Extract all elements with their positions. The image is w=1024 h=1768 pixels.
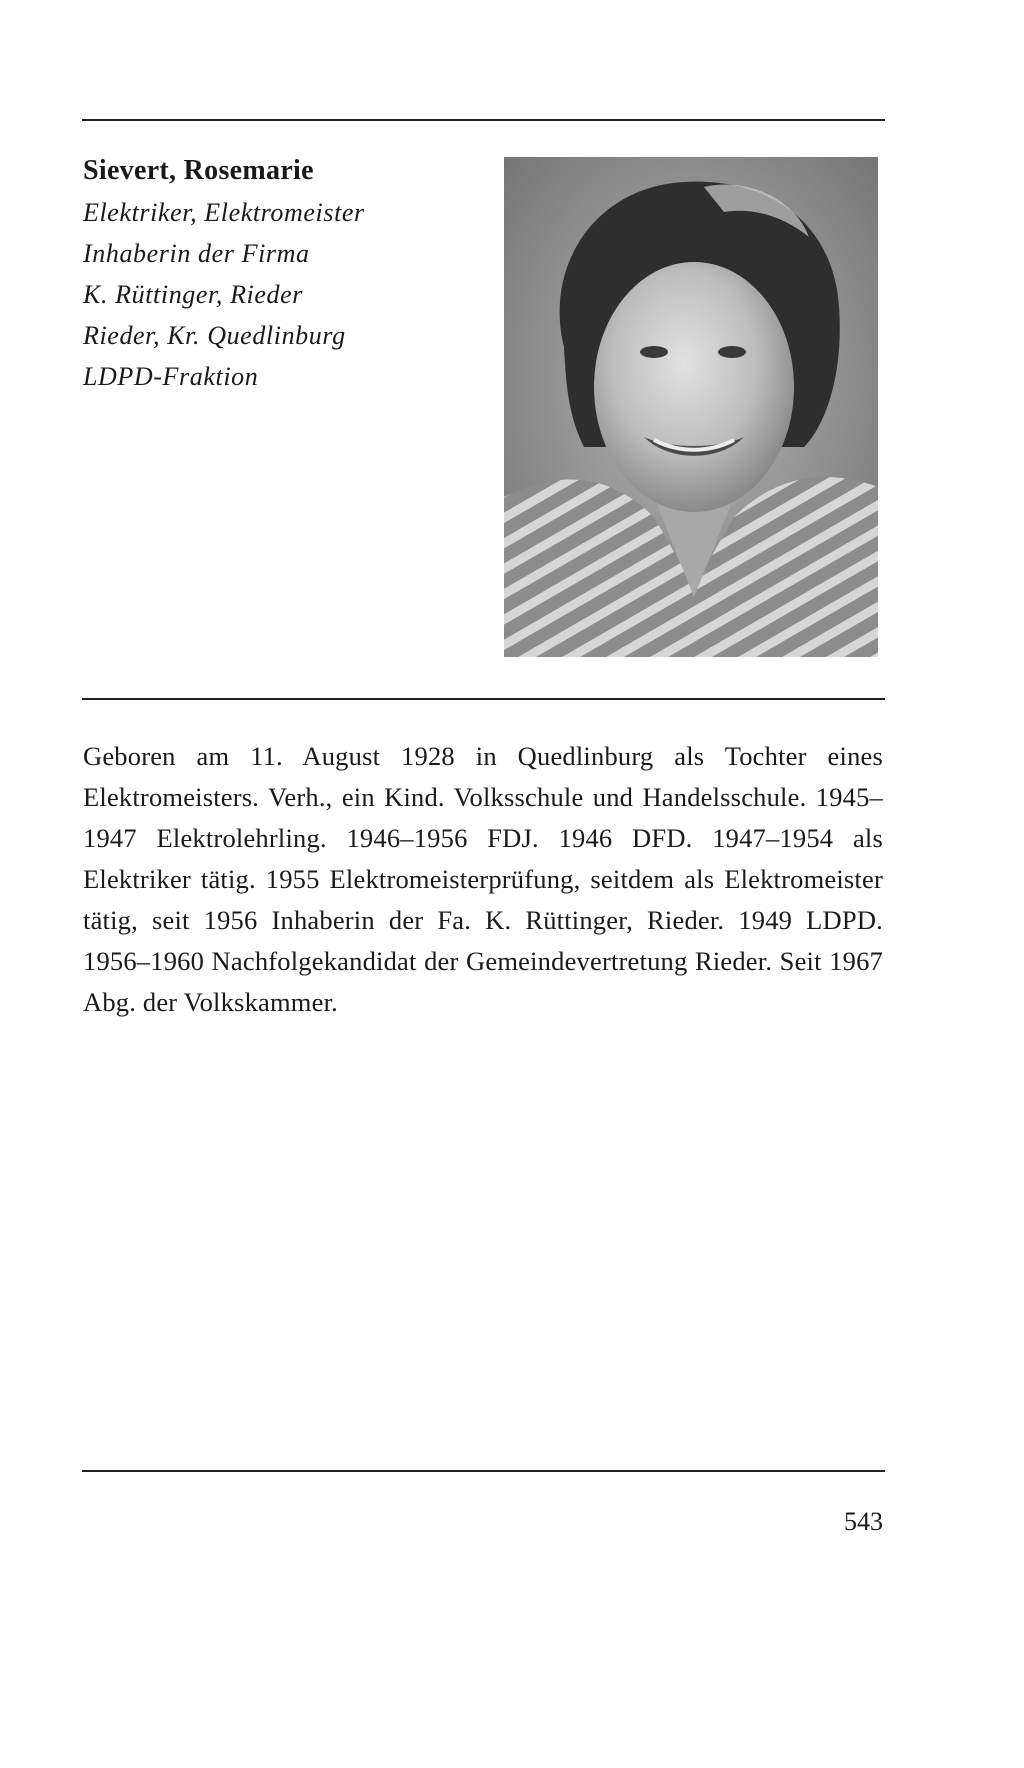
residence: Rieder, Kr. Quedlinburg <box>83 321 346 350</box>
position-line-1: Inhaberin der Firma <box>83 239 310 268</box>
position-line-2: K. Rüttinger, Rieder <box>83 280 303 309</box>
entry-header <box>83 150 483 397</box>
portrait-photo <box>504 157 878 657</box>
top-rule <box>82 119 885 121</box>
faction: LDPD-Fraktion <box>83 362 259 391</box>
middle-rule <box>82 698 885 700</box>
person-name: Sievert, Rosemarie <box>83 155 314 186</box>
page-number: 543 <box>844 1507 883 1536</box>
occupation: Elektriker, Elektromeister <box>83 198 365 227</box>
portrait-image <box>504 157 878 657</box>
bottom-rule <box>82 1470 885 1472</box>
biography-text: Geboren am 11. August 1928 in Quedlinburg als Tochter eines Elektromeisters. Verh., ein Kind. Volksschule und Handelsschule. 1945–1947 Elektrolehrling. 1946–1956 FDJ. 1946 DFD. 1947–1954 als Elektriker tätig. 1955 Elektromeisterprüfung, seitdem als Elektromeister tätig, seit 1956 Inhaberin der Fa. K. Rüttinger, Rieder. 1949 LDPD. 1956–1960 Nachfolgekandidat der Gemeindevertretung Rieder. Seit 1967 Abg. der Volkskammer. <box>83 741 883 1017</box>
